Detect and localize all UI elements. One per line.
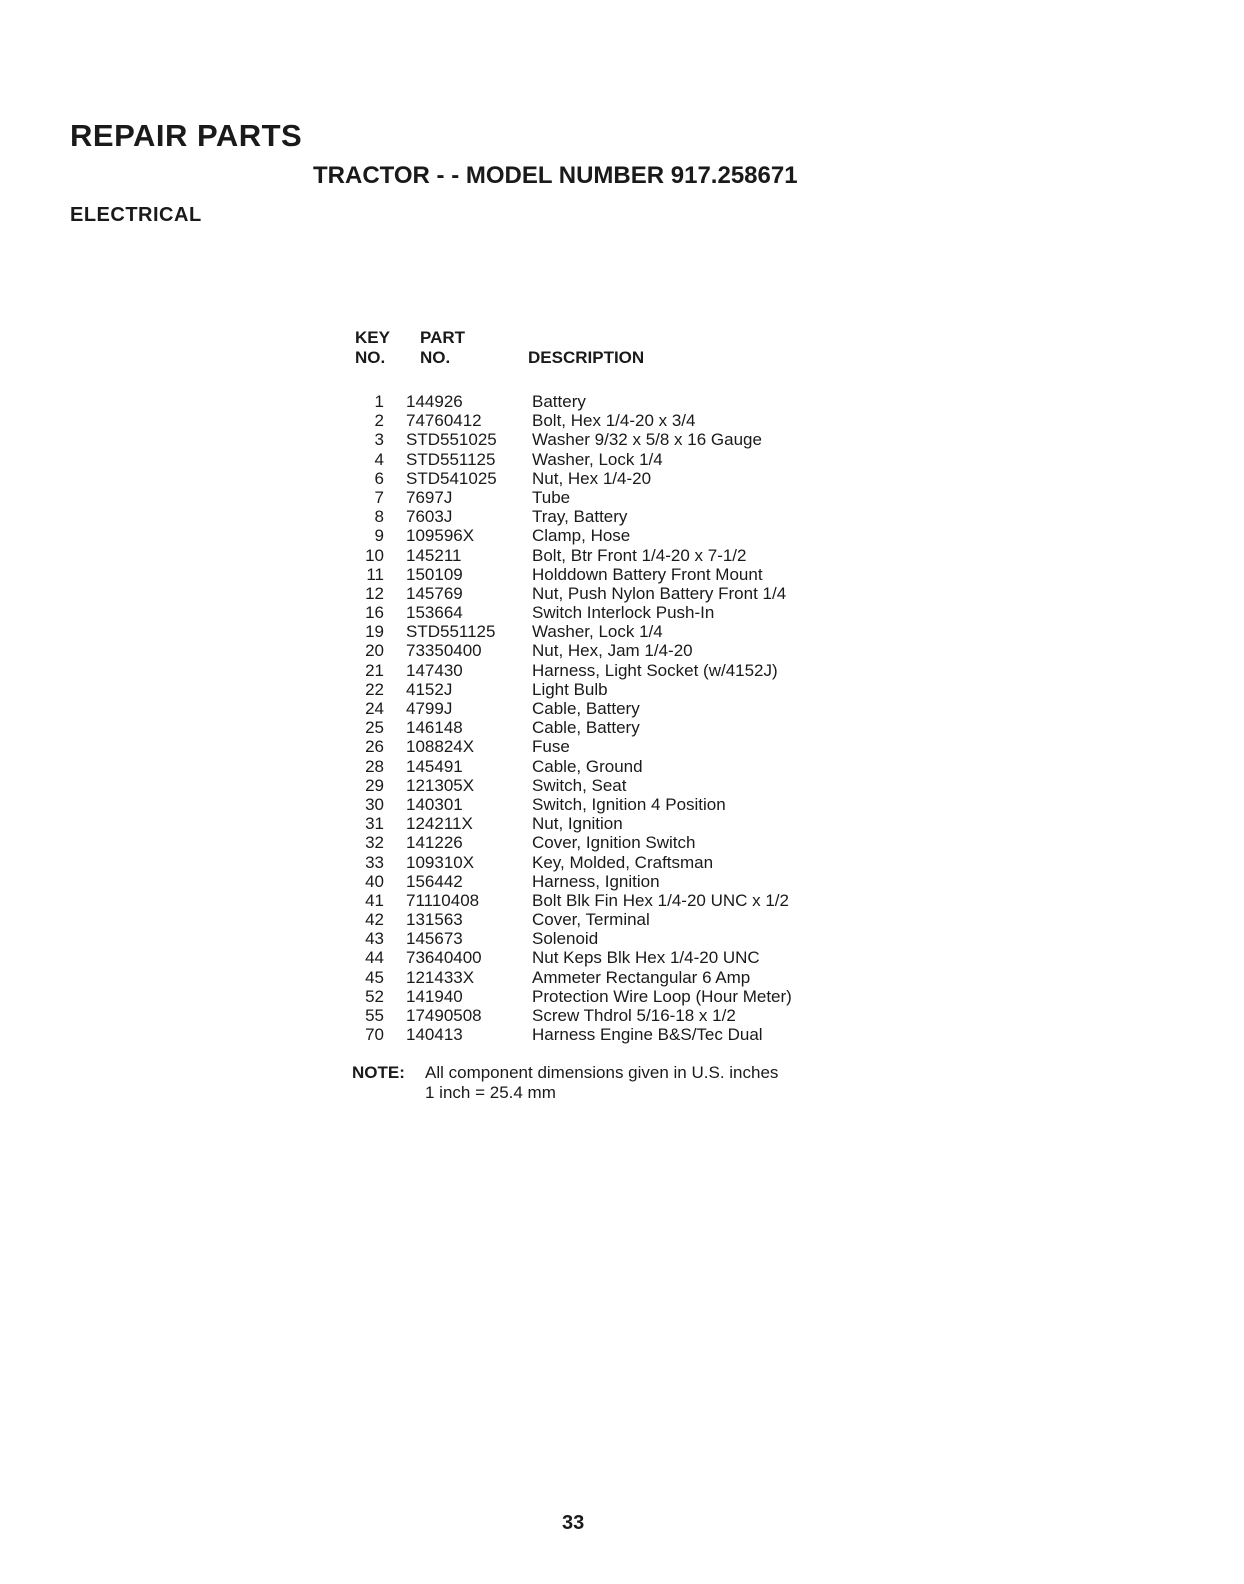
part-no-cell: 109310X [406, 852, 475, 872]
table-row [350, 872, 870, 891]
table-row [350, 469, 870, 488]
table-row [350, 565, 870, 584]
key-no-cell: 45 [365, 967, 384, 987]
key-no-cell: 55 [365, 1006, 384, 1025]
table-row [350, 853, 870, 872]
key-no-cell: 40 [365, 871, 384, 891]
note-text-line1: All component dimensions given in U.S. inches [425, 1063, 779, 1082]
part-header-line1: PART [420, 328, 466, 347]
part-no-cell: 109596X [406, 526, 475, 546]
description-cell: Harness Engine B&S/Tec Dual [532, 1025, 763, 1045]
table-row [350, 757, 870, 776]
description-cell: Cover, Ignition Switch [532, 833, 696, 853]
part-no-cell: 150109 [406, 564, 463, 584]
key-no-cell: 31 [365, 814, 384, 834]
part-no-cell: 145491 [406, 756, 463, 776]
table-row [350, 488, 870, 507]
part-no-cell: 17490508 [406, 1006, 482, 1025]
table-row [350, 718, 870, 737]
key-no-cell: 29 [365, 775, 384, 795]
part-no-cell: STD541025 [406, 468, 497, 488]
part-no-cell: 140301 [406, 794, 463, 814]
part-no-cell: 156442 [406, 871, 463, 891]
part-no-cell: 144926 [406, 392, 463, 411]
key-no-cell: 7 [374, 487, 384, 507]
note-label: NOTE: [352, 1063, 405, 1082]
table-row [350, 891, 870, 910]
part-no-cell: 131563 [406, 910, 463, 930]
table-row [350, 910, 870, 929]
description-cell: Nut, Hex 1/4-20 [532, 468, 652, 488]
key-no-cell: 70 [365, 1025, 384, 1045]
part-no-cell: 141226 [406, 833, 463, 853]
table-row [350, 776, 870, 795]
part-no-cell: 7697J [406, 487, 453, 507]
part-no-cell: 145673 [406, 929, 463, 949]
description-cell: Light Bulb [532, 679, 608, 699]
key-no-cell: 10 [365, 545, 384, 565]
description-cell: Ammeter Rectangular 6 Amp [532, 967, 751, 987]
table-row [350, 795, 870, 814]
description-cell: Washer, Lock 1/4 [532, 622, 663, 642]
page-subtitle: TRACTOR - - MODEL NUMBER 917.258671 [313, 162, 798, 189]
key-no-cell: 6 [374, 468, 384, 488]
key-no-cell: 33 [365, 852, 384, 872]
description-cell: Washer, Lock 1/4 [532, 449, 663, 469]
key-no-cell: 4 [374, 449, 384, 469]
table-row [350, 833, 870, 852]
description-cell: Washer 9/32 x 5/8 x 16 Gauge [532, 430, 762, 450]
page-number: 33 [562, 1512, 585, 1534]
description-cell: Tray, Battery [532, 507, 628, 527]
part-no-cell: STD551125 [406, 622, 496, 642]
description-cell: Battery [532, 392, 586, 411]
description-cell: Fuse [532, 737, 570, 757]
description-cell: Protection Wire Loop (Hour Meter) [532, 986, 792, 1006]
table-row [350, 546, 870, 565]
key-no-cell: 52 [365, 986, 384, 1006]
description-cell: Clamp, Hose [532, 526, 631, 546]
table-row [350, 526, 870, 545]
key-no-cell: 1 [374, 392, 384, 411]
description-cell: Nut Keps Blk Hex 1/4-20 UNC [532, 948, 760, 968]
part-no-cell: 145211 [406, 545, 462, 565]
description-cell: Switch, Ignition 4 Position [532, 794, 726, 814]
key-no-cell: 32 [365, 833, 384, 853]
table-row [350, 507, 870, 526]
key-no-cell: 30 [365, 794, 384, 814]
part-no-cell: 108824X [406, 737, 475, 757]
part-no-cell: 146148 [406, 718, 463, 738]
key-header-line1: KEY [355, 328, 390, 347]
table-row [350, 948, 870, 967]
key-no-cell: 16 [365, 603, 384, 623]
part-no-cell: 121433X [406, 967, 475, 987]
table-body [350, 392, 870, 1044]
description-cell: Nut, Hex, Jam 1/4-20 [532, 641, 693, 661]
part-no-cell: 4152J [406, 679, 453, 699]
description-cell: Harness, Ignition [532, 871, 660, 891]
key-no-cell: 3 [374, 430, 384, 450]
table-row [350, 411, 870, 430]
key-no-cell: 11 [366, 564, 384, 584]
description-cell: Cable, Battery [532, 699, 640, 718]
description-cell: Bolt Blk Fin Hex 1/4-20 UNC x 1/2 [532, 890, 789, 910]
key-no-cell: 9 [374, 526, 384, 546]
table-row [350, 680, 870, 699]
part-no-cell: 147430 [406, 660, 463, 680]
description-cell: Switch, Seat [532, 775, 627, 795]
key-header-line2: NO. [355, 348, 386, 367]
part-no-cell: 153664 [406, 603, 463, 623]
key-no-cell: 12 [365, 583, 384, 603]
parts-table [350, 328, 870, 1044]
table-row [350, 968, 870, 987]
key-no-cell: 26 [365, 737, 384, 757]
description-cell: Switch Interlock Push-In [532, 603, 715, 623]
table-row [350, 584, 870, 603]
description-cell: Cover, Terminal [532, 910, 650, 930]
table-row [350, 929, 870, 948]
table-row [350, 1006, 870, 1025]
description-cell: Key, Molded, Craftsman [532, 852, 714, 872]
part-no-cell: 71110408 [406, 890, 480, 910]
table-row [350, 699, 870, 718]
part-no-cell: 4799J [406, 699, 453, 718]
key-no-cell: 24 [365, 699, 384, 718]
table-row [350, 814, 870, 833]
table-row [350, 450, 870, 469]
key-no-cell: 19 [365, 622, 384, 642]
description-cell: Bolt, Hex 1/4-20 x 3/4 [532, 411, 696, 431]
description-cell: Solenoid [532, 929, 599, 949]
section-title: ELECTRICAL [70, 204, 202, 226]
table-row [350, 392, 870, 411]
part-no-cell: 73640400 [406, 948, 482, 968]
description-cell: Holddown Battery Front Mount [532, 564, 763, 584]
table-row [350, 603, 870, 622]
table-row [350, 641, 870, 660]
key-no-cell: 21 [365, 660, 384, 680]
key-no-cell: 25 [365, 718, 384, 738]
table-row [350, 622, 870, 641]
table-header [350, 328, 870, 392]
table-row [350, 987, 870, 1006]
key-no-cell: 43 [365, 929, 384, 949]
key-no-cell: 20 [365, 641, 384, 661]
table-row [350, 737, 870, 756]
key-no-cell: 28 [365, 756, 384, 776]
description-cell: Cable, Battery [532, 718, 640, 738]
table-row [350, 1025, 870, 1044]
description-cell: Bolt, Btr Front 1/4-20 x 7-1/2 [532, 545, 747, 565]
description-cell: Harness, Light Socket (w/4152J) [532, 660, 778, 680]
table-row [350, 430, 870, 449]
key-no-cell: 2 [374, 411, 384, 431]
key-no-cell: 44 [365, 948, 384, 968]
part-no-cell: 121305X [406, 775, 475, 795]
key-no-cell: 42 [365, 910, 384, 930]
key-no-cell: 41 [365, 890, 384, 910]
part-no-cell: 145769 [406, 583, 463, 603]
part-no-cell: STD551025 [406, 430, 497, 450]
part-no-cell: 74760412 [406, 411, 482, 431]
part-no-cell: 140413 [406, 1025, 463, 1045]
part-no-cell: 141940 [406, 986, 463, 1006]
description-cell: Cable, Ground [532, 756, 643, 776]
description-cell: Nut, Push Nylon Battery Front 1/4 [532, 583, 787, 603]
description-cell: Nut, Ignition [532, 814, 623, 834]
part-header-line2: NO. [420, 348, 451, 367]
table-row [350, 661, 870, 680]
part-no-cell: 7603J [406, 507, 453, 527]
part-no-cell: STD551125 [406, 449, 496, 469]
description-cell: Screw Thdrol 5/16-18 x 1/2 [532, 1006, 736, 1025]
note-text-line2: 1 inch = 25.4 mm [425, 1083, 556, 1102]
part-no-cell: 73350400 [406, 641, 482, 661]
page-title: REPAIR PARTS [70, 118, 303, 153]
part-no-cell: 124211X [406, 814, 473, 834]
key-no-cell: 22 [365, 679, 384, 699]
description-header: DESCRIPTION [528, 348, 645, 367]
description-cell: Tube [532, 487, 571, 507]
key-no-cell: 8 [374, 507, 384, 527]
